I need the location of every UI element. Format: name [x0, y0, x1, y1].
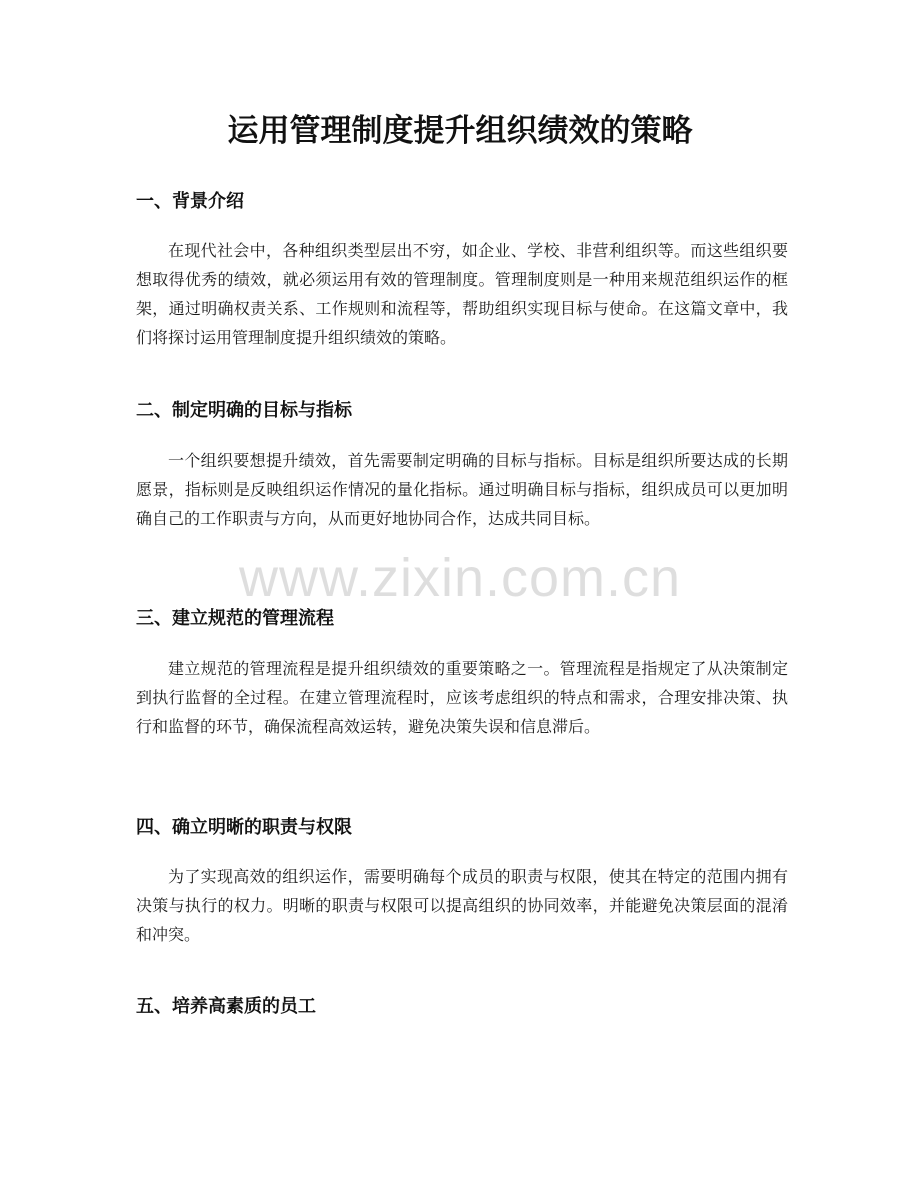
- section-heading-2: 二、制定明确的目标与指标: [136, 400, 352, 421]
- section-paragraph-3: 建立规范的管理流程是提升组织绩效的重要策略之一。管理流程是指规定了从决策制定到执行监督的全过程。在建立管理流程时，应该考虑组织的特点和需求，合理安排决策、执行和监督的环节，确保流程高效运转，避免决策失误和信息滞后。: [136, 659, 788, 736]
- section-heading-3: 三、建立规范的管理流程: [136, 608, 334, 629]
- section-paragraph-2: 一个组织要想提升绩效，首先需要制定明确的目标与指标。目标是组织所要达成的长期愿景，指标则是反映组织运作情况的量化指标。通过明确目标与指标，组织成员可以更加明确自己的工作职责与方向，从而更好地协同合作，达成共同目标。: [136, 451, 788, 528]
- section-paragraph-4: 为了实现高效的组织运作，需要明确每个成员的职责与权限，使其在特定的范围内拥有决策与执行的权力。明晰的职责与权限可以提高组织的协同效率，并能避免决策层面的混淆和冲突。: [136, 867, 788, 944]
- document-title: 运用管理制度提升组织绩效的策略: [227, 113, 693, 149]
- section-heading-5: 五、培养高素质的员工: [136, 996, 316, 1017]
- watermark: www.zixin.com.cn: [238, 548, 682, 608]
- section-paragraph-1: 在现代社会中，各种组织类型层出不穷，如企业、学校、非营利组织等。而这些组织要想取得优秀的绩效，就必须运用有效的管理制度。管理制度则是一种用来规范组织运作的框架，通过明确权责关系、工作规则和流程等，帮助组织实现目标与使命。在这篇文章中，我们将探讨运用管理制度提升组织绩效的策略。: [136, 241, 788, 347]
- section-heading-4: 四、确立明晰的职责与权限: [136, 817, 352, 838]
- section-heading-1: 一、背景介绍: [136, 191, 244, 212]
